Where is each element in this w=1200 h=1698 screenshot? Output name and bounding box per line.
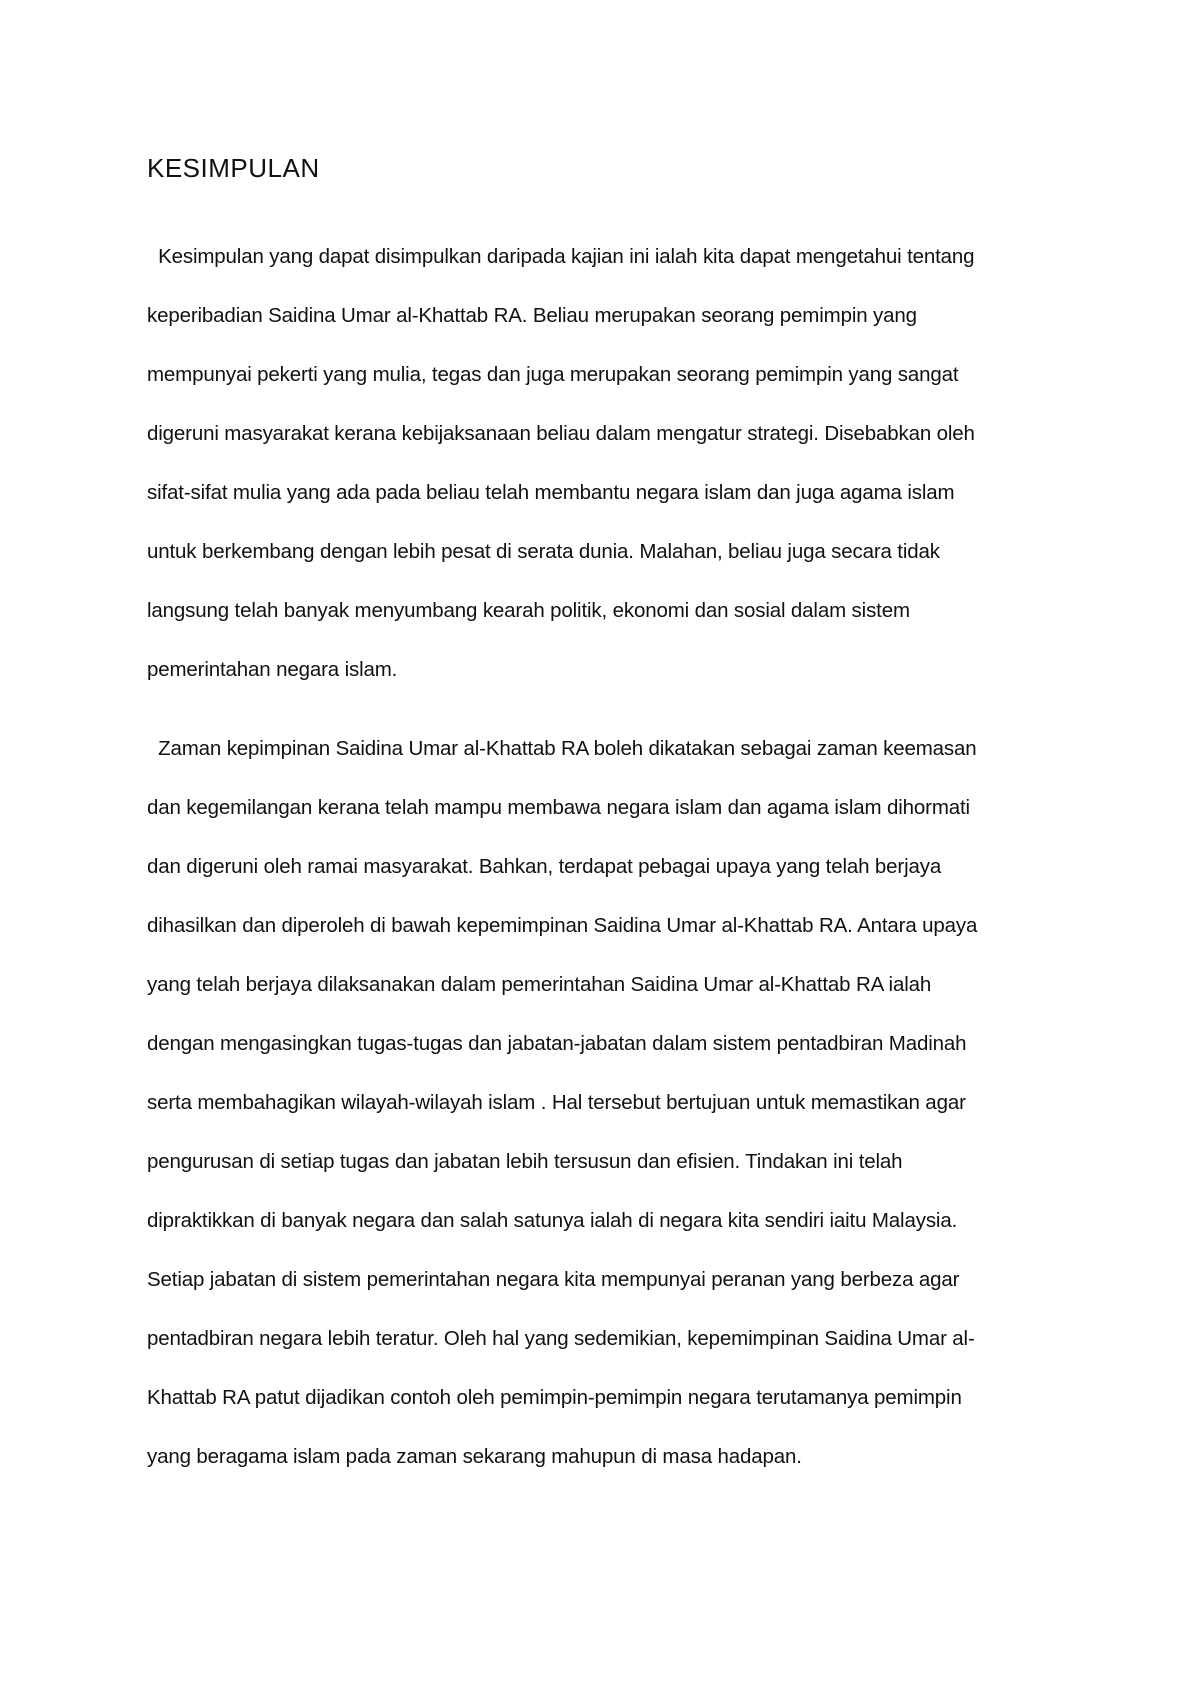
- paragraph-line: pengurusan di setiap tugas dan jabatan lebih tersusun dan efisien. Tindakan ini telah: [147, 1150, 903, 1173]
- paragraph-line: dihasilkan dan diperoleh di bawah kepemimpinan Saidina Umar al-Khattab RA. Antara upaya: [147, 914, 978, 937]
- paragraph-line: pentadbiran negara lebih teratur. Oleh hal yang sedemikian, kepemimpinan Saidina Umar al-: [147, 1327, 975, 1350]
- paragraph-line: Kesimpulan yang dapat disimpulkan daripada kajian ini ialah kita dapat mengetahui tentang: [147, 245, 975, 268]
- document-title: KESIMPULAN: [147, 153, 320, 183]
- paragraph-line: keperibadian Saidina Umar al-Khattab RA. Beliau merupakan seorang pemimpin yang: [147, 304, 917, 327]
- paragraph-line: pemerintahan negara islam.: [147, 658, 398, 681]
- paragraph-line: Khattab RA patut dijadikan contoh oleh pemimpin-pemimpin negara terutamanya pemimpin: [147, 1386, 962, 1409]
- paragraph-line: Setiap jabatan di sistem pemerintahan negara kita mempunyai peranan yang berbeza agar: [147, 1268, 960, 1291]
- paragraph-line: Zaman kepimpinan Saidina Umar al-Khattab RA boleh dikatakan sebagai zaman keemasan: [147, 737, 977, 760]
- paragraph-line: dengan mengasingkan tugas-tugas dan jabatan-jabatan dalam sistem pentadbiran Madinah: [147, 1032, 967, 1055]
- paragraph-2: [147, 732, 1087, 1499]
- paragraph-line: sifat-sifat mulia yang ada pada beliau telah membantu negara islam dan juga agama islam: [147, 481, 955, 504]
- paragraph-line: untuk berkembang dengan lebih pesat di serata dunia. Malahan, beliau juga secara tidak: [147, 540, 940, 563]
- paragraph-line: dan kegemilangan kerana telah mampu membawa negara islam dan agama islam dihormati: [147, 796, 970, 819]
- paragraph-line: dipraktikkan di banyak negara dan salah satunya ialah di negara kita sendiri iaitu Malaysia.: [147, 1209, 958, 1232]
- paragraph-line: digeruni masyarakat kerana kebijaksanaan beliau dalam mengatur strategi. Disebabkan oleh: [147, 422, 975, 445]
- paragraph-1: [147, 240, 1087, 712]
- paragraph-line: dan digeruni oleh ramai masyarakat. Bahkan, terdapat pebagai upaya yang telah berjaya: [147, 855, 942, 878]
- paragraph-line: yang telah berjaya dilaksanakan dalam pemerintahan Saidina Umar al-Khattab RA ialah: [147, 973, 932, 996]
- paragraph-line: mempunyai pekerti yang mulia, tegas dan juga merupakan seorang pemimpin yang sangat: [147, 363, 959, 386]
- paragraph-line: yang beragama islam pada zaman sekarang mahupun di masa hadapan.: [147, 1445, 802, 1468]
- paragraph-line: serta membahagikan wilayah-wilayah islam . Hal tersebut bertujuan untuk memastikan agar: [147, 1091, 966, 1114]
- paragraph-line: langsung telah banyak menyumbang kearah politik, ekonomi dan sosial dalam sistem: [147, 599, 910, 622]
